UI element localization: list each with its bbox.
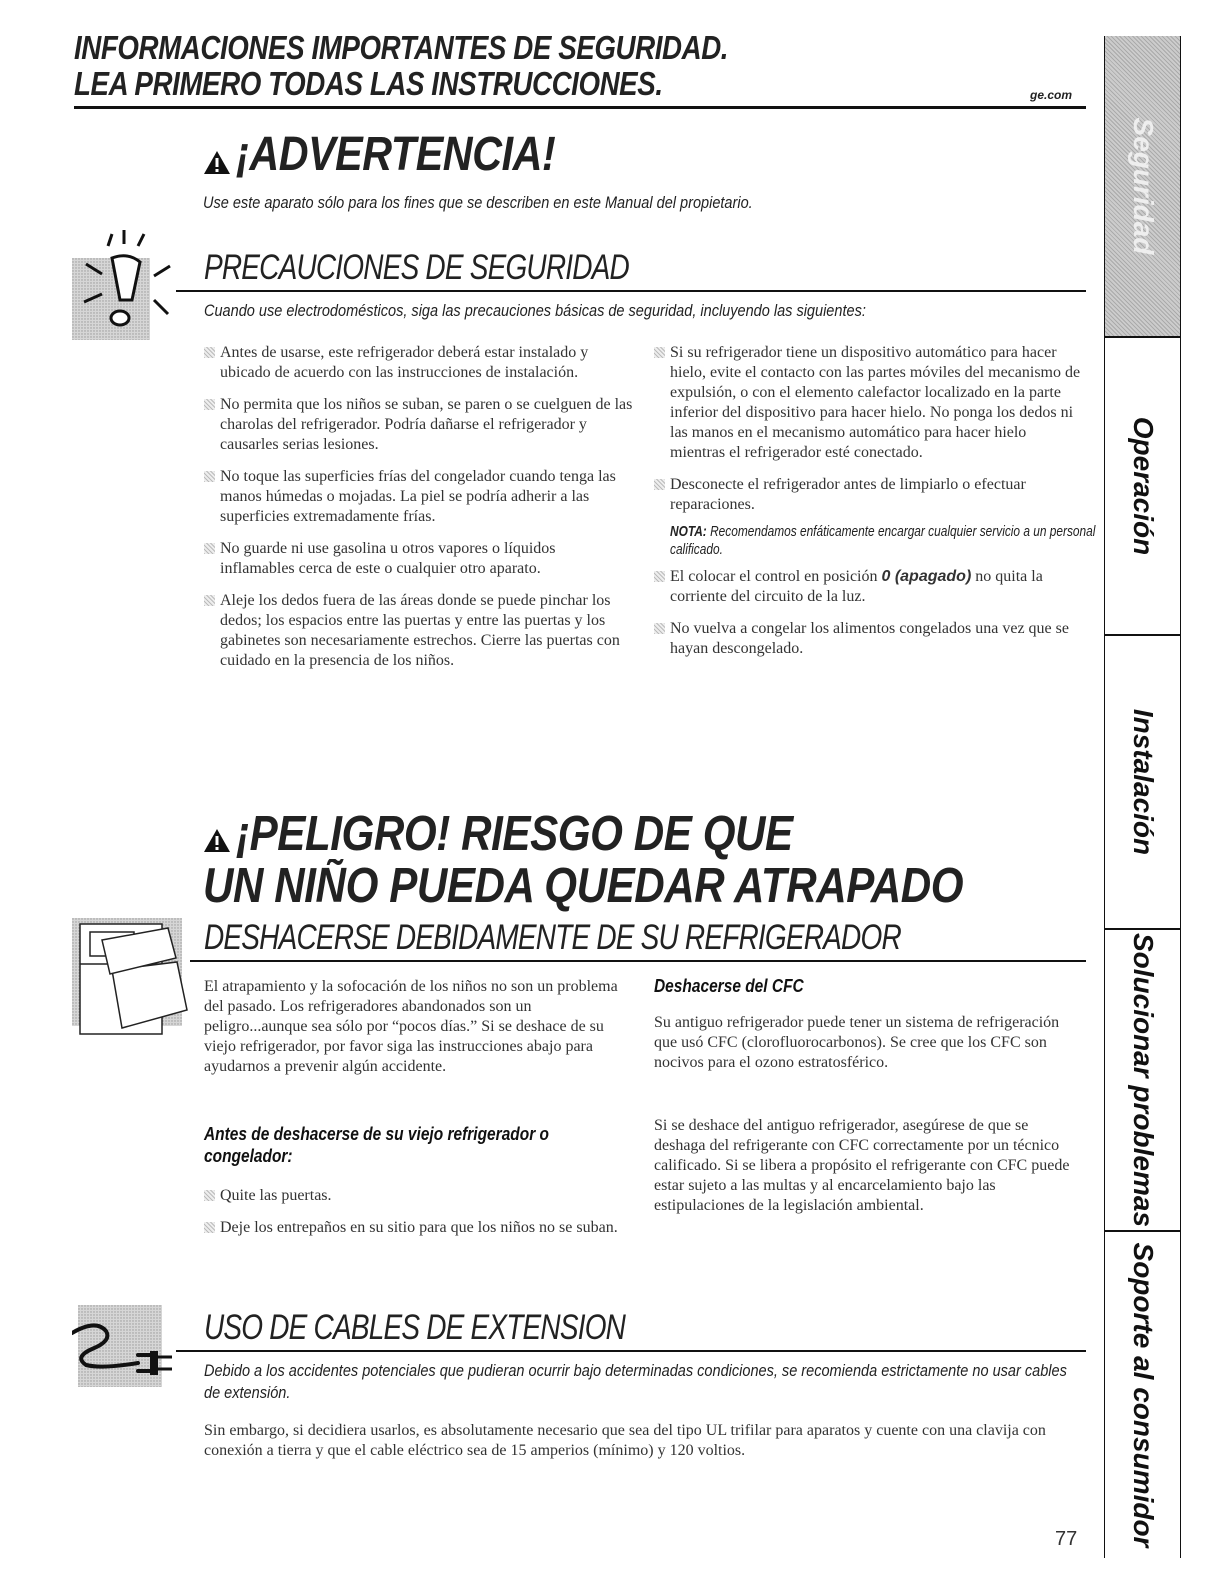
before-disposal-list bbox=[204, 1186, 634, 1250]
list-item: Si su refrigerador tiene un dispositivo automático para hacer hielo, evite el contacto con las partes móviles del mecanismo de expulsión, o con el elemento calefactor localizado en la parte inferior del dispositivo para hacer hielo. No ponga los dedos ni las manos en el mecanismo automático para hacer hielo mientras el refrigerador esté conectado. bbox=[654, 343, 1084, 463]
dispose-rule bbox=[190, 960, 1086, 962]
list-item: El colocar el control en posición 0 (apagado) no quita la corriente del circuito de la luz. bbox=[654, 567, 1084, 607]
tab-soporte-consumidor[interactable] bbox=[1105, 1232, 1180, 1558]
extension-body: Sin embargo, si decidiera usarlos, es absolutamente necesario que sea del tipo UL trifilar para aparatos y cuente con una clavija con conexión a tierra y que el cable eléctrico sea de 15 amperios (mínimo) y 120 voltios. bbox=[204, 1422, 1046, 1459]
bullet-icon bbox=[204, 543, 215, 554]
header-line-1: INFORMACIONES IMPORTANTES DE SEGURIDAD. bbox=[74, 29, 729, 66]
precautions-title: PRECAUCIONES DE SEGURIDAD bbox=[204, 248, 629, 287]
bullet-icon bbox=[204, 1190, 215, 1201]
precautions-right-list bbox=[654, 343, 1096, 671]
warning-subtitle: Use este aparato sólo para los fines que se describen en este Manual del propietario. bbox=[203, 194, 753, 212]
bullet-icon bbox=[204, 1222, 215, 1233]
dispose-title: DESHACERSE DEBIDAMENTE DE SU REFRIGERADOR bbox=[204, 918, 901, 957]
bullet-icon bbox=[654, 347, 665, 358]
list-item: No guarde ni use gasolina u otros vapores o líquidos inflamables cerca de este o cualquier otro aparato. bbox=[204, 539, 634, 579]
list-item: No vuelva a congelar los alimentos congelados una vez que se hayan descongelado. bbox=[654, 619, 1084, 659]
extension-rule bbox=[176, 1350, 1086, 1352]
cfc-heading: Deshacerse del CFC bbox=[654, 976, 804, 996]
cfc-paragraph-1: Su antiguo refrigerador puede tener un sistema de refrigeración que usó CFC (clorofluorocarbonos). Se cree que los CFC son nocivos para el ozono estratosférico. bbox=[654, 1014, 1060, 1071]
tab-label: Soporte al consumidor bbox=[1127, 1242, 1159, 1548]
tab-label: Solucionar problemas bbox=[1127, 932, 1159, 1228]
bullet-icon bbox=[654, 571, 665, 582]
extension-title: USO DE CABLES DE EXTENSION bbox=[204, 1308, 626, 1347]
list-item: Antes de usarse, este refrigerador deberá estar instalado y ubicado de acuerdo con las instrucciones de instalación. bbox=[204, 343, 634, 383]
nota: NOTA: Recomendamos enfáticamente encargar cualquier servicio a un personal calificado. bbox=[670, 524, 1096, 558]
tab-label: Seguridad bbox=[1127, 117, 1159, 255]
tab-instalacion[interactable] bbox=[1105, 636, 1180, 930]
list-item: Aleje los dedos fuera de las áreas donde se puede pinchar los dedos; los espacios entre las puertas y entre las puertas y los gabinetes son necesariamente estrechos. Cierre las puertas con cuidado en la presencia de los niños. bbox=[204, 591, 634, 671]
warning-title: ¡ADVERTENCIA! bbox=[236, 128, 556, 181]
bullet-icon bbox=[204, 399, 215, 410]
dispose-intro: El atrapamiento y la sofocación de los niños no son un problema del pasado. Los refrigeradores abandonados son un peligro...aunque sea sólo por “pocos días.” Si se deshace de su viejo refrigerador, por favor siga las instrucciones abajo para ayudarnos a prevenir algún accidente. bbox=[204, 978, 618, 1075]
precautions-left-list bbox=[204, 343, 634, 683]
exclamation-alert-icon bbox=[72, 228, 182, 343]
tab-label: Instalación bbox=[1127, 708, 1159, 856]
extension-intro: Debido a los accidentes potenciales que pudieran ocurrir bajo determinadas condiciones, se recomienda estrictamente no usar cables de extensión. bbox=[204, 1362, 1067, 1402]
page-number: 77 bbox=[1055, 1528, 1078, 1550]
danger-triangle-icon bbox=[203, 828, 231, 853]
tab-label: Operación bbox=[1127, 416, 1159, 556]
danger-title-line-1: ¡PELIGRO! RIESGO DE QUE bbox=[236, 807, 793, 861]
list-item: No permita que los niños se suban, se paren o se cuelguen de las charolas del refrigerador. Podría dañarse el refrigerador y causarles serias lesiones. bbox=[204, 395, 634, 455]
precautions-rule bbox=[176, 290, 1086, 292]
refrigerator-icon bbox=[72, 918, 192, 1044]
bullet-icon bbox=[204, 471, 215, 482]
list-item: Deje los entrepaños en su sitio para que los niños no se suban. bbox=[204, 1218, 634, 1238]
tab-operacion[interactable] bbox=[1105, 338, 1180, 636]
side-tab-bar bbox=[1104, 36, 1181, 1558]
bullet-icon bbox=[654, 623, 665, 634]
before-disposal-heading: Antes de deshacerse de su viejo refrigerador o congelador: bbox=[204, 1124, 549, 1166]
tab-solucionar-problemas[interactable] bbox=[1105, 930, 1180, 1232]
precautions-intro: Cuando use electrodomésticos, siga las precauciones básicas de seguridad, incluyendo las siguientes: bbox=[204, 302, 866, 320]
list-item: Desconecte el refrigerador antes de limpiarlo o efectuar reparaciones. bbox=[654, 475, 1084, 515]
cfc-paragraph-2: Si se deshace del antiguo refrigerador, asegúrese de que se deshaga del refrigerante con CFC correctamente por un técnico calificado. Si se libera a propósito el refrigerante con CFC puede estar sujeto a las multas y al encarcelamiento bajo las estipulaciones de la legislación ambiental. bbox=[654, 1117, 1070, 1214]
tab-seguridad[interactable] bbox=[1105, 36, 1180, 338]
bullet-icon bbox=[204, 595, 215, 606]
header-line-2: LEA PRIMERO TODAS LAS INSTRUCCIONES. bbox=[74, 65, 663, 102]
bullet-icon bbox=[204, 347, 215, 358]
site-url[interactable]: ge.com bbox=[1030, 88, 1073, 102]
bullet-icon bbox=[654, 479, 665, 490]
warning-triangle-icon bbox=[203, 150, 231, 175]
extension-cord-icon bbox=[72, 1305, 182, 1391]
header-rule bbox=[74, 106, 1086, 109]
list-item: No toque las superficies frías del congelador cuando tenga las manos húmedas o mojadas. La piel se podría adherir a las superficies extremadamente frías. bbox=[204, 467, 634, 527]
list-item: Quite las puertas. bbox=[204, 1186, 634, 1206]
danger-title-line-2: UN NIÑO PUEDA QUEDAR ATRAPADO bbox=[203, 859, 964, 913]
